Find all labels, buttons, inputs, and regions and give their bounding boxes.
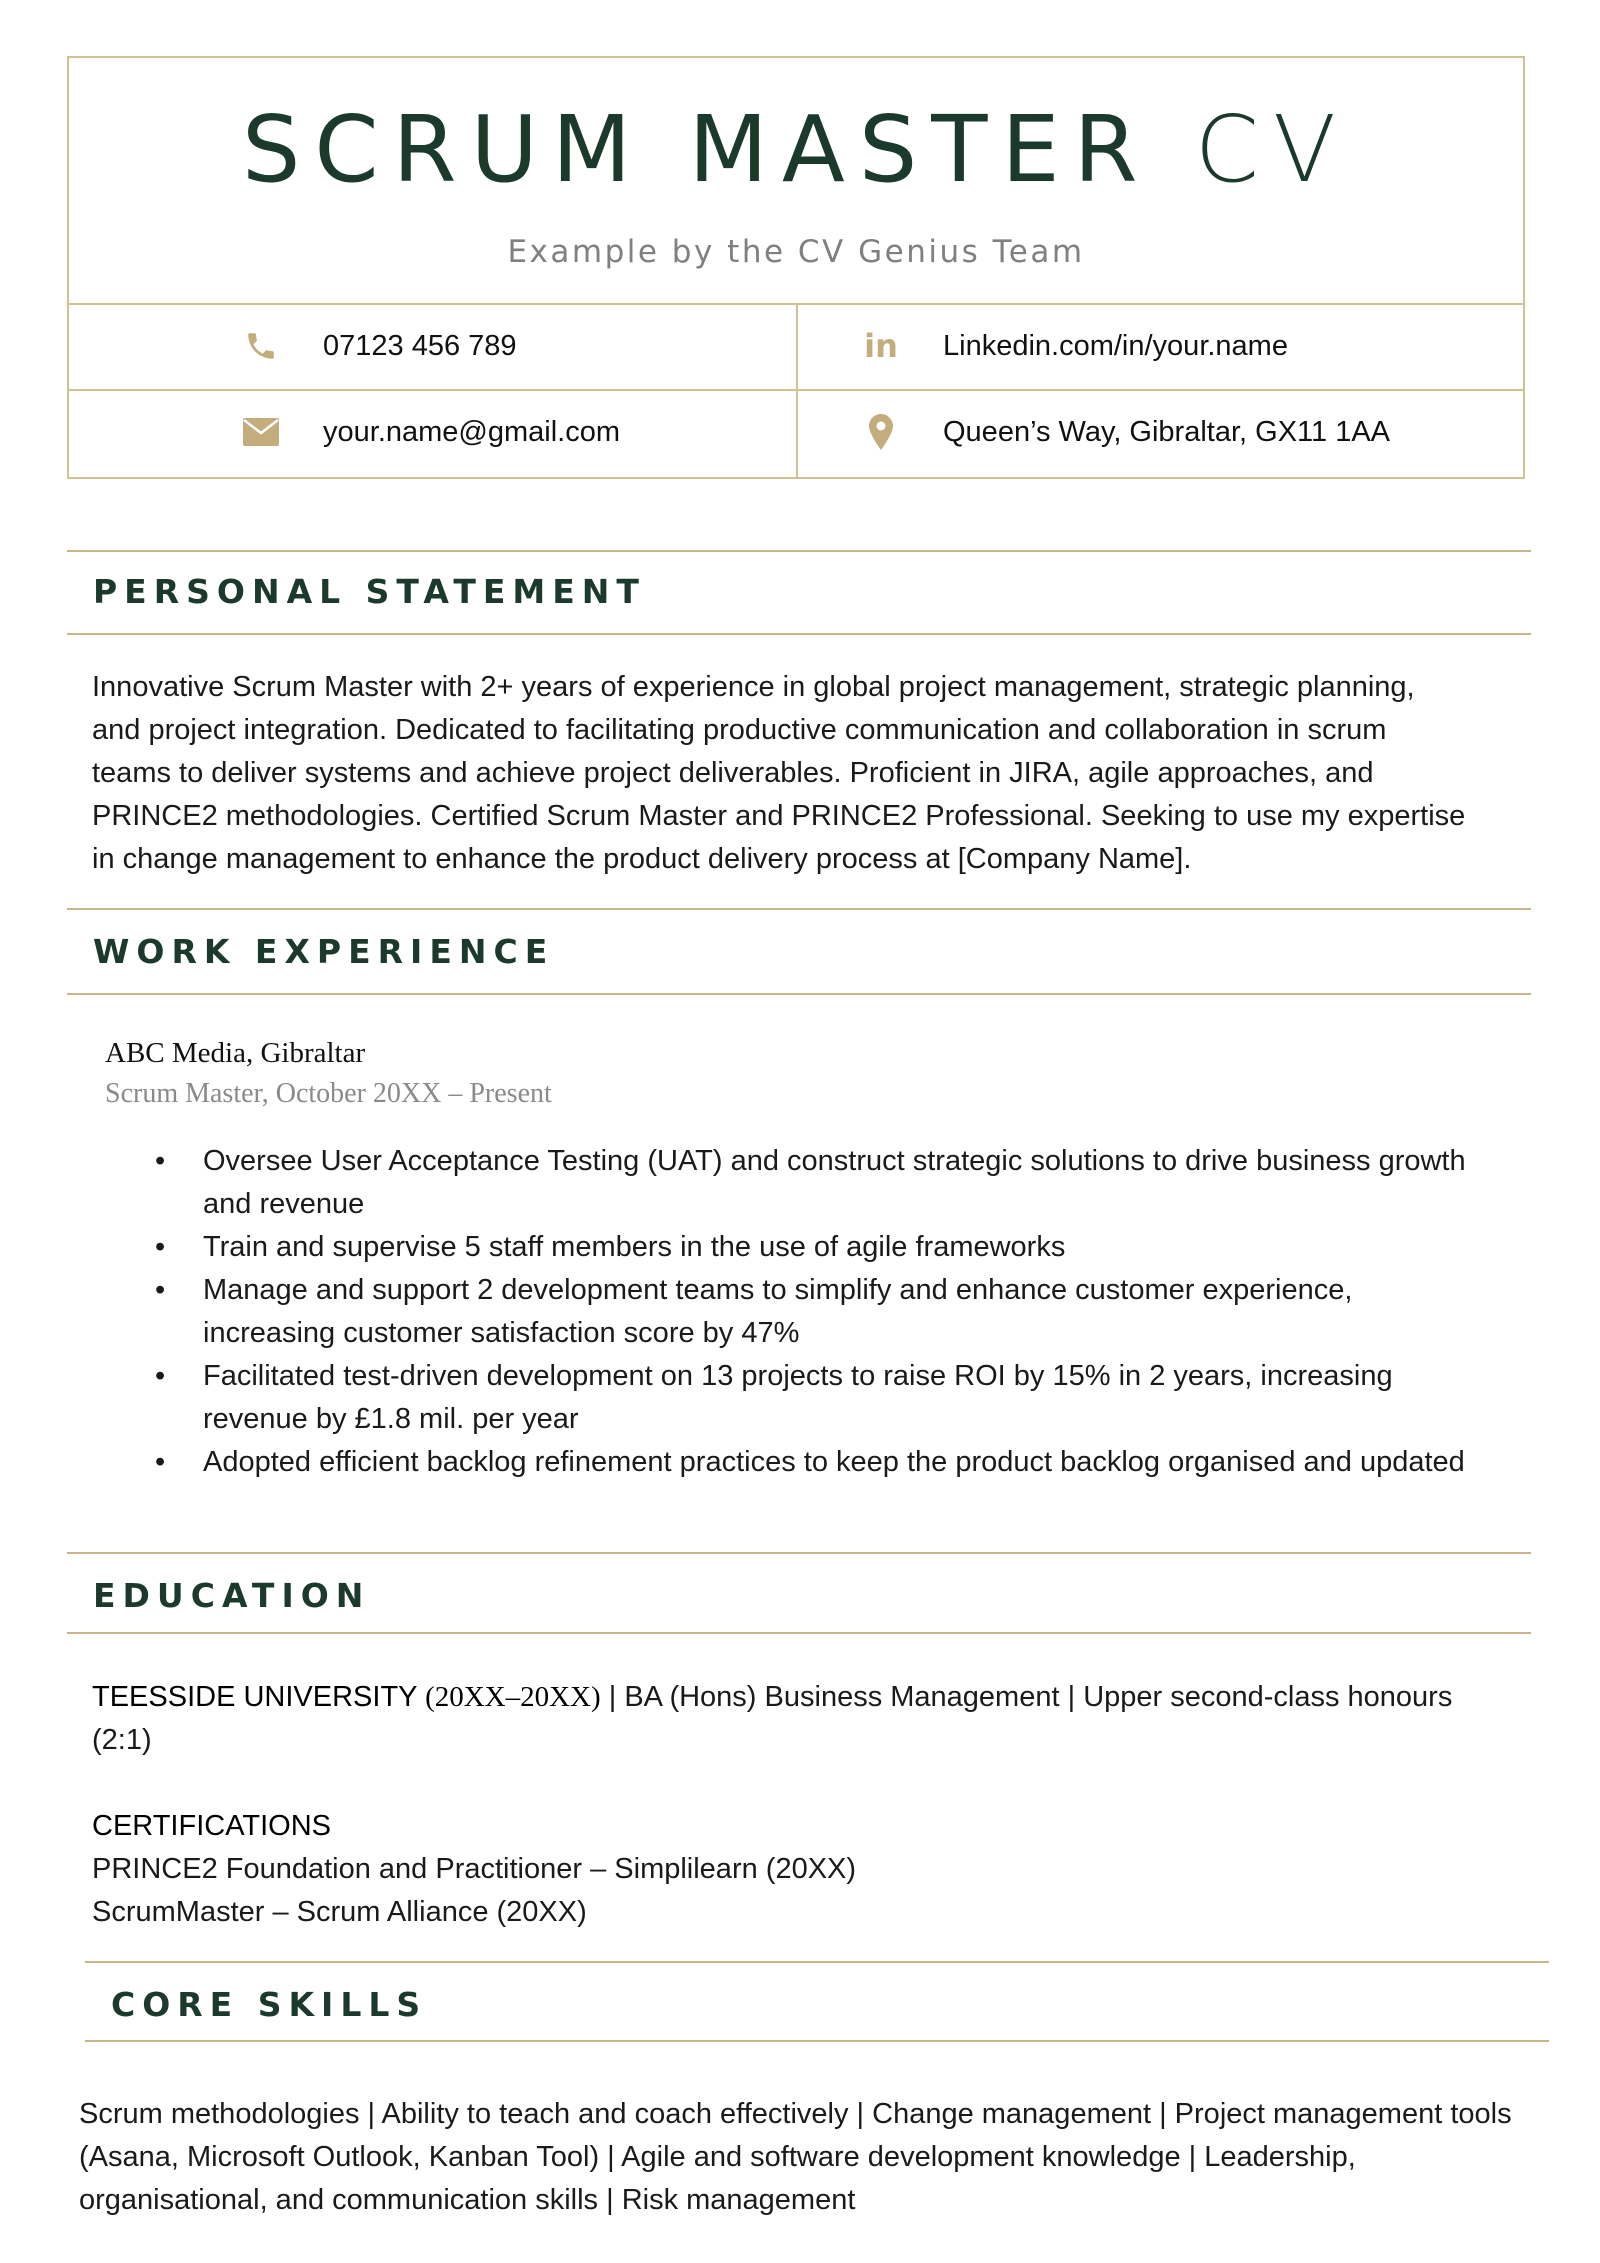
separator: | — [600, 1681, 625, 1713]
section-divider — [85, 1961, 1549, 1963]
address: Queen’s Way, Gibraltar, GX11 1AA — [943, 415, 1391, 448]
linkedin-icon: in — [864, 327, 898, 365]
section-divider — [67, 1632, 1531, 1634]
header-box — [67, 56, 1525, 479]
section-divider — [67, 633, 1531, 635]
statement-line: and project integration. Dedicated to facilitating productive communication and collaboration in scrum — [92, 714, 1387, 746]
education-years: (20XX–20XX) — [425, 1681, 601, 1713]
certifications — [92, 1805, 1512, 1934]
bullet-item: • Manage and support 2 development teams to simplify and enhance customer experience, increasing customer satisfaction score by 47% — [147, 1269, 1487, 1355]
contact-linkedin — [861, 326, 1288, 366]
section-divider — [67, 550, 1531, 552]
divider — [796, 304, 798, 477]
title-suffix: CV — [1194, 96, 1350, 203]
personal-statement-text — [92, 666, 1542, 881]
section-heading-core-skills: CORE SKILLS — [111, 1985, 428, 2024]
map-pin-icon — [861, 412, 901, 452]
statement-line: Innovative Scrum Master with 2+ years of experience in global project management, strategic planning, — [92, 671, 1415, 703]
section-heading-personal-statement: PERSONAL STATEMENT — [93, 572, 646, 611]
section-divider — [67, 908, 1531, 910]
separator: | — [1059, 1681, 1084, 1713]
contact-email — [241, 412, 620, 452]
envelope-icon — [241, 412, 281, 452]
bullet-item: • Oversee User Acceptance Testing (UAT) and construct strategic solutions to drive business growth and revenue — [147, 1140, 1487, 1226]
bullet-item: • Train and supervise 5 staff members in the use of agile frameworks — [147, 1226, 1487, 1269]
title-main: SCRUM MASTER — [242, 96, 1152, 203]
section-divider — [85, 2040, 1549, 2042]
bullet-item: • Adopted efficient backlog refinement practices to keep the product backlog organised and updated — [147, 1441, 1487, 1484]
subtitle: Example by the CV Genius Team — [507, 234, 1085, 270]
linkedin-url[interactable]: Linkedin.com/in/your.name — [943, 329, 1288, 362]
statement-line: teams to deliver systems and achieve project deliverables. Proficient in JIRA, agile approaches, and — [92, 757, 1374, 789]
certification-item: PRINCE2 Foundation and Practitioner – Simplilearn (20XX) — [92, 1853, 857, 1885]
phone-icon — [241, 326, 281, 366]
job-role-dates: Scrum Master, October 20XX – Present — [105, 1078, 552, 1109]
statement-line: PRINCE2 methodologies. Certified Scrum Master and PRINCE2 Professional. Seeking to use my expertise — [92, 800, 1466, 832]
section-heading-education: EDUCATION — [93, 1576, 371, 1615]
grade: Upper second-class honours (2:1) — [92, 1681, 1453, 1756]
phone-number[interactable]: 07123 456 789 — [323, 329, 517, 362]
employer-name: ABC Media, Gibraltar — [105, 1037, 366, 1069]
university-name: TEESSIDE UNIVERSITY — [92, 1681, 417, 1713]
core-skills-text: Scrum methodologies | Ability to teach and coach effectively | Change management | Project management tools (Asana, Microsoft Outlook, Kanban Tool) | Agile and software development knowledge | Leadership, organisational, and communication skills | Risk management — [79, 2098, 1512, 2216]
page-title — [69, 96, 1523, 203]
certification-item: ScrumMaster – Scrum Alliance (20XX) — [92, 1896, 587, 1928]
section-heading-work-experience: WORK EXPERIENCE — [93, 932, 555, 971]
education-entry — [92, 1676, 1512, 1762]
statement-line: in change management to enhance the product delivery process at [Company Name]. — [92, 843, 1192, 875]
certifications-heading: CERTIFICATIONS — [92, 1810, 331, 1842]
contact-address — [861, 412, 1390, 452]
bullet-item: • Facilitated test-driven development on 13 projects to raise ROI by 15% in 2 years, increasing revenue by £1.8 mil. per year — [147, 1355, 1487, 1441]
contact-phone — [241, 326, 517, 366]
job-bullets — [147, 1140, 1487, 1484]
section-divider — [67, 1552, 1531, 1554]
degree: BA (Hons) Business Management — [624, 1681, 1060, 1713]
email-address[interactable]: your.name@gmail.com — [323, 415, 620, 448]
section-divider — [67, 993, 1531, 995]
